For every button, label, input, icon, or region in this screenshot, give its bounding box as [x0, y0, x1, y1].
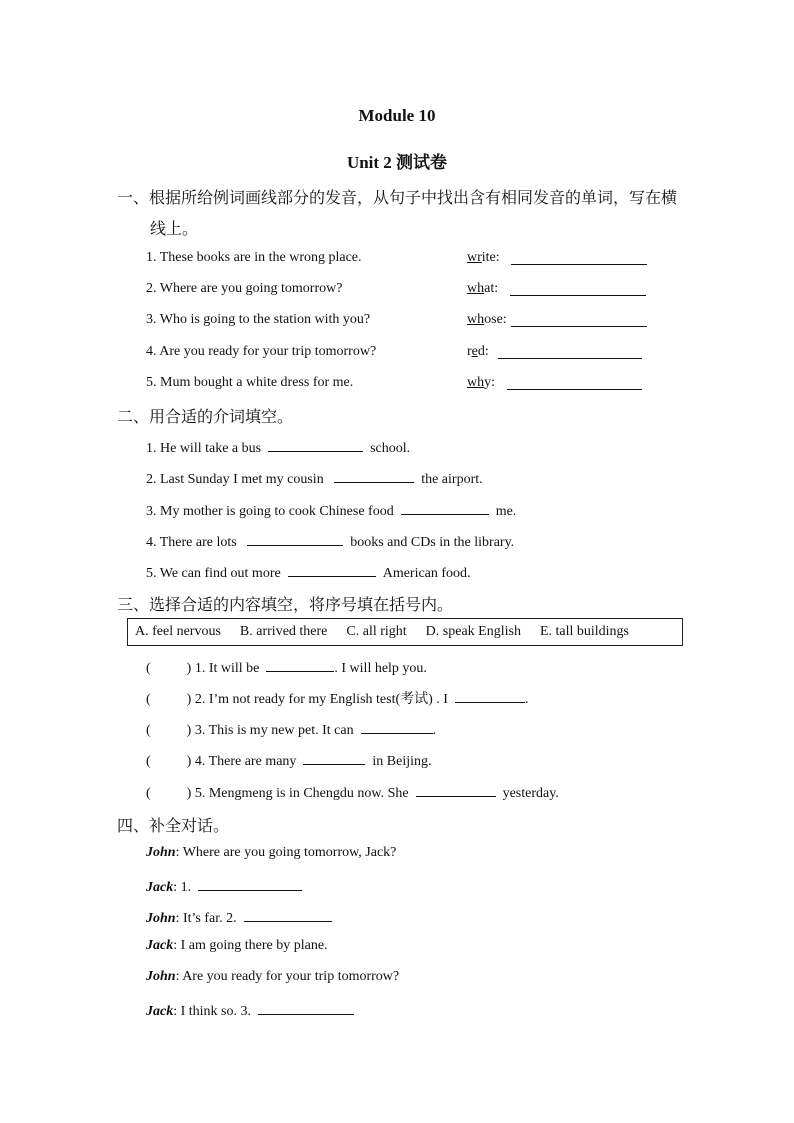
- s3-answer-paren-1[interactable]: (: [146, 661, 151, 676]
- speaker-name: Jack: [146, 1004, 174, 1019]
- s3-item-4: ( ) 4. There are many in Beijing.: [146, 750, 432, 770]
- s1-answer-blank-2[interactable]: [510, 281, 646, 301]
- dialogue-line-1: John: Where are you going tomorrow, Jack?: [146, 845, 397, 860]
- s3-answer-paren-3[interactable]: (: [146, 723, 151, 738]
- unit-title: Unit 2 测试卷: [346, 153, 448, 172]
- s3-item-1: ( ) 1. It will be . I will help you.: [146, 657, 427, 677]
- s1-word-2: what:: [467, 281, 499, 296]
- section3-heading: 三、选择合适的内容填空，将序号填在括号内。: [117, 597, 454, 614]
- s1-sentence-4: 4. Are you ready for your trip tomorrow?: [146, 344, 377, 359]
- s3-answer-blank-2[interactable]: [455, 688, 525, 703]
- s2-answer-blank-3[interactable]: [401, 500, 489, 515]
- s2-answer-blank-4[interactable]: [247, 531, 343, 546]
- s1-word-3: whose:: [467, 312, 507, 327]
- s3-item-3: ( ) 3. This is my new pet. It can .: [146, 719, 436, 739]
- section1-heading-cont: 线上。: [150, 221, 199, 238]
- s1-sentence-5: 5. Mum bought a white dress for me.: [146, 375, 354, 390]
- option-a: A. feel nervous: [135, 624, 221, 639]
- speaker-name: Jack: [146, 938, 174, 953]
- s1-answer-blank-3[interactable]: [511, 312, 647, 332]
- dialogue-line-6: Jack: I think so. 3.: [146, 1000, 354, 1020]
- section1-heading: 一、根据所给例词画线部分的发音，从句子中找出含有相同发音的单词，写在横: [117, 190, 678, 207]
- s1-sentence-3: 3. Who is going to the station with you?: [146, 312, 371, 327]
- s2-answer-blank-2[interactable]: [334, 468, 414, 483]
- s2-item-5: 5. We can find out more American food.: [146, 562, 471, 582]
- dialogue-line-2: Jack: 1.: [146, 876, 302, 896]
- s2-item-4: 4. There are lots books and CDs in the library.: [146, 531, 514, 551]
- s1-answer-blank-5[interactable]: [507, 375, 642, 395]
- s2-item-1: 1. He will take a bus school.: [146, 437, 410, 457]
- option-e: E. tall buildings: [539, 624, 629, 639]
- s1-word-4: red:: [467, 344, 489, 359]
- section2-heading: 二、用合适的介词填空。: [117, 409, 294, 426]
- s1-sentence-1: 1. These books are in the wrong place.: [146, 250, 362, 265]
- dialogue-answer-blank-3[interactable]: [258, 1000, 354, 1015]
- s1-word-1: write:: [467, 250, 500, 265]
- s2-answer-blank-1[interactable]: [268, 437, 363, 452]
- module-title: Module 10: [358, 106, 436, 125]
- s1-word-5: why:: [467, 375, 496, 390]
- dialogue-answer-blank-2[interactable]: [244, 907, 332, 922]
- dialogue-line-3: John: It’s far. 2.: [146, 907, 332, 927]
- options-box: [127, 618, 683, 646]
- option-d: D. speak English: [425, 624, 521, 639]
- s3-answer-blank-5[interactable]: [416, 782, 496, 797]
- s3-answer-blank-4[interactable]: [303, 750, 365, 765]
- speaker-name: John: [146, 845, 176, 860]
- option-b: B. arrived there: [239, 624, 328, 639]
- speaker-name: Jack: [146, 880, 174, 895]
- speaker-name: John: [146, 911, 176, 926]
- s3-answer-blank-3[interactable]: [361, 719, 433, 734]
- section4-heading: 四、补全对话。: [117, 818, 230, 835]
- s3-answer-paren-2[interactable]: (: [146, 692, 151, 707]
- s1-answer-blank-4[interactable]: [498, 344, 642, 364]
- option-c: C. all right: [346, 624, 407, 639]
- s2-item-3: 3. My mother is going to cook Chinese food me.: [146, 500, 516, 520]
- s2-answer-blank-5[interactable]: [288, 562, 376, 577]
- dialogue-answer-blank-1[interactable]: [198, 876, 302, 891]
- dialogue-line-5: John: Are you ready for your trip tomorrow?: [146, 969, 400, 984]
- s3-answer-paren-5[interactable]: (: [146, 786, 151, 801]
- dialogue-line-4: Jack: I am going there by plane.: [146, 938, 328, 953]
- s2-item-2: 2. Last Sunday I met my cousin the airport.: [146, 468, 483, 488]
- speaker-name: John: [146, 969, 176, 984]
- s3-item-5: ( ) 5. Mengmeng is in Chengdu now. She yesterday.: [146, 782, 559, 802]
- s1-answer-blank-1[interactable]: [511, 250, 647, 270]
- s3-answer-blank-1[interactable]: [266, 657, 334, 672]
- s3-item-2: ( ) 2. I’m not ready for my English test(考试) . I .: [146, 688, 528, 708]
- s3-answer-paren-4[interactable]: (: [146, 754, 151, 769]
- s1-sentence-2: 2. Where are you going tomorrow?: [146, 281, 343, 296]
